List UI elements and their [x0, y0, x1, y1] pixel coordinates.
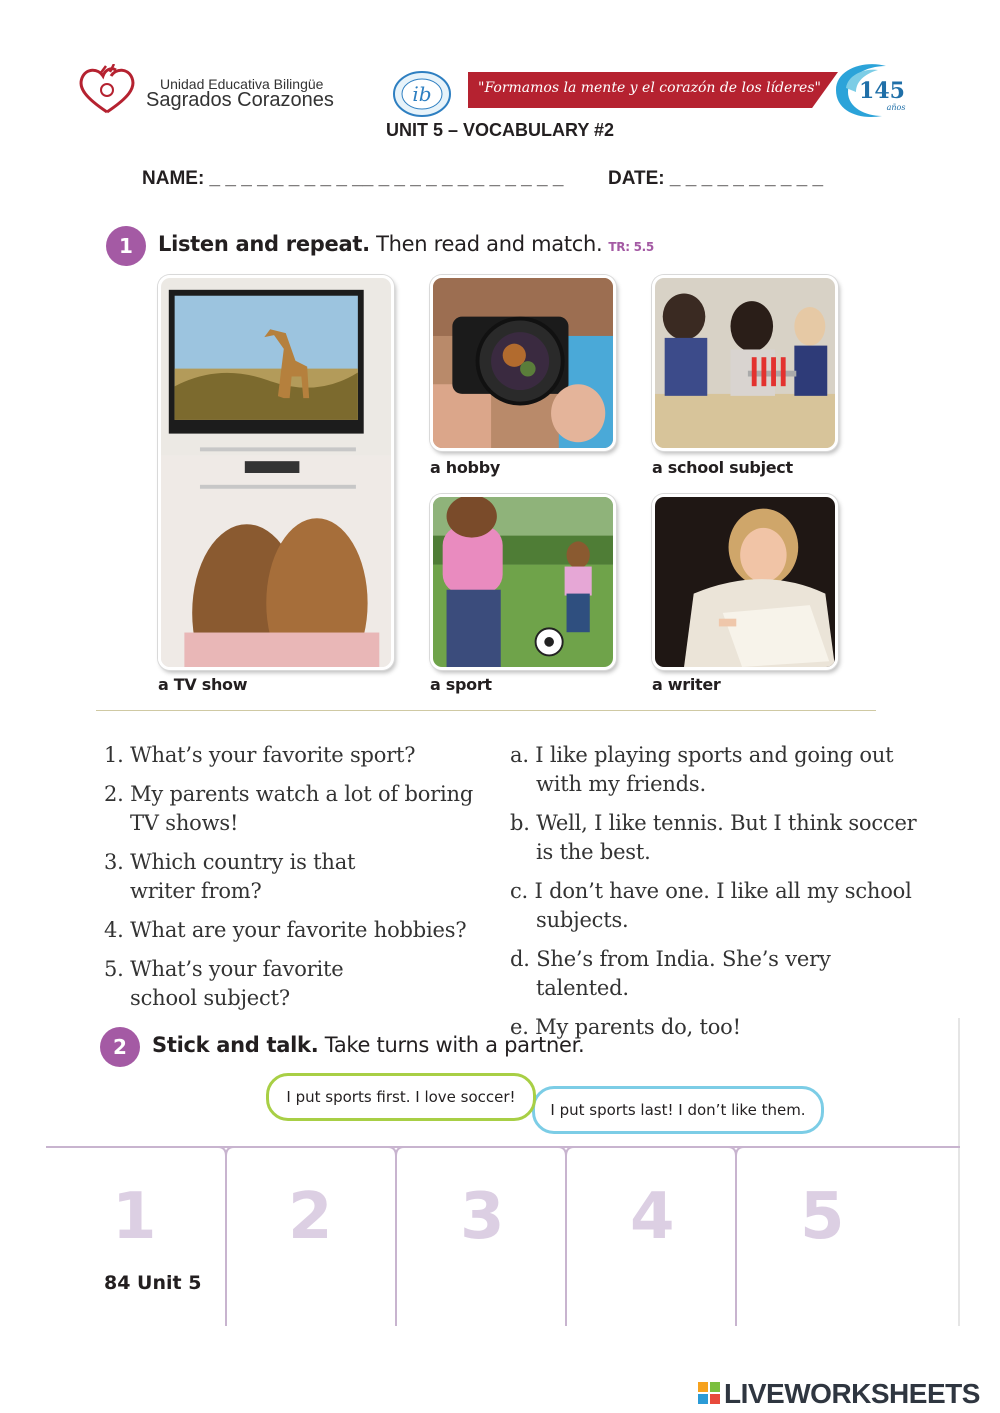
track-label: TR: 5.5 [608, 240, 654, 254]
question-2[interactable]: 2. My parents watch a lot of boring TV shows! [104, 782, 474, 835]
section-2-title-bold: Stick and talk. [152, 1033, 319, 1057]
answer-e[interactable]: e. My parents do, too! [510, 1015, 741, 1039]
school-hearts-logo [76, 64, 138, 116]
section-1-badge: 1 [106, 226, 146, 266]
section-1-title [158, 232, 654, 256]
soccer-photo [430, 494, 616, 670]
ib-college-logo [392, 70, 452, 118]
page-footer: 84 Unit 5 [104, 1272, 202, 1294]
question-3[interactable]: 3. Which country is that writer from? [104, 850, 356, 903]
section-1-title-bold: Listen and repeat. [158, 232, 370, 256]
unit-title: UNIT 5 – VOCABULARY #2 [385, 120, 615, 140]
answer-c[interactable]: c. I don’t have one. I like all my school subjects. [510, 879, 912, 932]
anniversary-word: años [886, 103, 906, 112]
question-1[interactable]: 1. What’s your favorite sport? [104, 743, 416, 767]
question-4[interactable]: 4. What are your favorite hobbies? [104, 918, 467, 942]
section-2-badge: 2 [100, 1027, 140, 1067]
liveworksheets-brand[interactable]: LIVEWORKSHEETS [724, 1378, 980, 1409]
answers-list [510, 741, 920, 1052]
section-divider [96, 710, 876, 711]
date-field[interactable]: DATE: _ _ _ _ _ _ _ _ _ _ [608, 168, 824, 189]
anniversary-number: 145 [859, 78, 905, 104]
questions-list [104, 741, 484, 1023]
caption-sport: a sport [430, 675, 492, 694]
camera-photo [430, 275, 616, 451]
answer-a[interactable]: a. I like playing sports and going out with my friends. [510, 743, 894, 796]
tv-show-photo [158, 275, 394, 670]
section-2-title-rest: Take turns with a partner. [318, 1033, 585, 1057]
svg-text:ib: ib [412, 82, 432, 106]
section-2-title [152, 1033, 584, 1057]
name-field[interactable]: NAME: _ _ _ _ _ _ _ _ _ __ _ _ _ _ _ _ _ _ _ _ _ _ [142, 168, 564, 189]
sticker-slot-3[interactable]: 3 [460, 1180, 505, 1254]
question-5[interactable]: 5. What’s your favorite school subject? [104, 957, 344, 1010]
caption-hobby: a hobby [430, 458, 500, 477]
answer-b[interactable]: b. Well, I like tennis. But I think soccer is the best. [510, 811, 917, 864]
school-motto: "Formamos la mente y el corazón de los líderes" [478, 80, 821, 96]
section-1-title-rest: Then read and match. [369, 232, 603, 256]
school-name-line2: Sagrados Corazones [146, 89, 334, 111]
speech-bubble-sports-last: I put sports last! I don’t like them. [532, 1086, 824, 1134]
anniversary-145-logo [826, 58, 916, 122]
sticker-slot-2[interactable]: 2 [288, 1180, 333, 1254]
caption-tv-show: a TV show [158, 675, 248, 694]
liveworksheets-icon [698, 1382, 720, 1404]
answer-d[interactable]: d. She’s from India. She’s very talented. [510, 947, 831, 1000]
speech-bubble-sports-first: I put sports first. I love soccer! [266, 1073, 536, 1121]
school-name-line1: Unidad Educativa Bilingüe [160, 76, 324, 92]
caption-writer: a writer [652, 675, 721, 694]
caption-school-subject: a school subject [652, 458, 793, 477]
sticker-slot-4[interactable]: 4 [630, 1180, 675, 1254]
sticker-slot-5[interactable]: 5 [800, 1180, 845, 1254]
science-class-photo [652, 275, 838, 451]
writer-photo [652, 494, 838, 670]
sticker-slot-1[interactable]: 1 [112, 1180, 157, 1254]
